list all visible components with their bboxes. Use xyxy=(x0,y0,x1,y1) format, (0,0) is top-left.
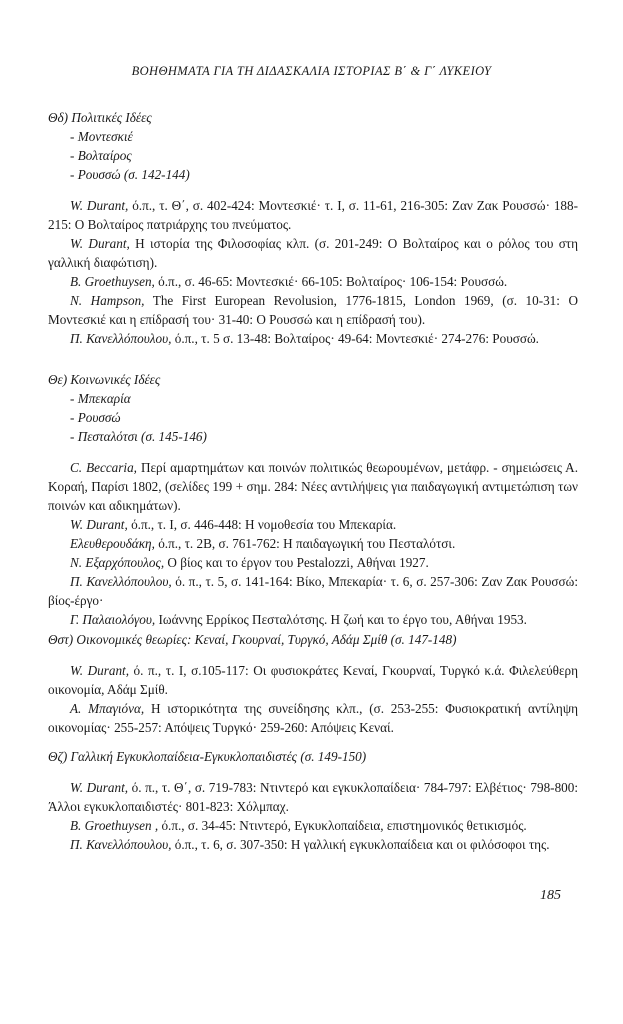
section-title: Θδ) Πολιτικές Ιδέες xyxy=(48,110,152,125)
section-economic-theories xyxy=(48,630,578,737)
reference-author: Π. Κανελλόπουλου, xyxy=(70,331,172,346)
reference-entry xyxy=(48,291,578,329)
reference-author: Ν. Εξαρχόπουλος, xyxy=(70,555,165,570)
reference-text: Περί αμαρτημάτων και ποινών πολιτικώς θεωρουμένων, μετάφρ. - σημειώσεις Α. Κοραή, Παρίσι 1802, (σελίδες 199 + σημ. 284: Νέες αντιλήψεις για παιδαγωγική αντιμετώπιση των ποινών και αδικημάτων). xyxy=(48,460,578,513)
section-title: Θστ) Οικονομικές θεωρίες: Κεναί, Γκουρναί, Τυργκό, Αδάμ Σμίθ (σ. 147-148) xyxy=(48,632,457,647)
reference-author: N. Hampson, xyxy=(70,293,145,308)
reference-entry xyxy=(48,515,578,534)
reference-entry xyxy=(48,234,578,272)
reference-text: Η ιστορία της Φιλοσοφίας κλπ. (σ. 201-249: Ο Βολταίρος και ο ρόλος του στη γαλλική διαφώτιση). xyxy=(48,236,579,270)
reference-entry xyxy=(48,835,578,854)
reference-entry xyxy=(48,458,578,515)
section-political-ideas xyxy=(48,108,578,348)
topic-item: - Ρουσσώ xyxy=(70,408,578,427)
reference-entry xyxy=(48,196,578,234)
reference-author: W. Durant, xyxy=(70,517,128,532)
reference-text: ό.π., σ. 46-65: Μοντεσκιέ· 66-105: Βολταίρος· 106-154: Ρουσσώ. xyxy=(154,274,508,289)
reference-list xyxy=(48,458,578,629)
reference-author: Π. Κανελλόπουλου, xyxy=(70,574,172,589)
reference-author: B. Groethuysen , xyxy=(70,818,159,833)
reference-entry xyxy=(48,778,578,816)
topic-item: - Πεσταλότσι (σ. 145-146) xyxy=(70,427,578,446)
section-title: Θε) Κοινωνικές Ιδέες xyxy=(48,372,161,387)
reference-text: ό.π., τ. Ι, σ. 446-448: Η νομοθεσία του Μπεκαρία. xyxy=(127,517,397,532)
reference-text: Ιωάννης Ερρίκος Πεσταλότσης. Η ζωή και το έργο του, Αθήναι 1953. xyxy=(155,612,527,627)
reference-entry xyxy=(48,699,578,737)
reference-author: W. Durant, xyxy=(70,198,129,213)
reference-entry xyxy=(48,610,578,629)
section-title: Θζ) Γαλλική Εγκυκλοπαίδεια-Εγκυκλοπαιδιστές (σ. 149-150) xyxy=(48,749,367,764)
reference-text: ό. π., τ. 5, σ. 141-164: Βίκο, Μπεκαρία· τ. 6, σ. 257-306: Ζαν Ζακ Ρουσσώ: βίος-έργο· xyxy=(48,574,578,608)
reference-author: Π. Κανελλόπουλου, xyxy=(70,837,172,852)
reference-text: The First European Revolusion, 1776-1815, London 1969, (σ. 10-31: Ο Μοντεσκιέ και η επίδρασή του· 31-40: Ο Ρουσσώ και η επίδρασή του). xyxy=(48,293,578,327)
topic-list xyxy=(48,127,578,184)
section-social-ideas xyxy=(48,370,578,629)
reference-list xyxy=(48,778,578,854)
reference-author: Ελευθερουδάκη, xyxy=(70,536,155,551)
reference-list xyxy=(48,661,578,737)
reference-text: ό.π., τ. Θ΄, σ. 402-424: Μοντεσκιέ· τ. Ι, σ. 11-61, 216-305: Ζαν Ζακ Ρουσσώ· 188-215: Ο Βολταίρος πατριάρχης του πνεύματος. xyxy=(48,198,579,232)
reference-text: ό.π., τ. 6, σ. 307-350: Η γαλλική εγκυκλοπαίδεια και οι φιλόσοφοι της. xyxy=(171,837,550,852)
reference-entry xyxy=(48,329,578,348)
reference-entry xyxy=(48,272,578,291)
topic-item: - Βολταίρος xyxy=(70,146,578,165)
topic-item: - Μοντεσκιέ xyxy=(70,127,578,146)
reference-text: ό.π., τ. 2Β, σ. 761-762: Η παιδαγωγική του Πεσταλότσι. xyxy=(154,536,456,551)
reference-entry xyxy=(48,661,578,699)
reference-entry xyxy=(48,553,578,572)
reference-entry xyxy=(48,816,578,835)
reference-author: Α. Μπαγιόνα, xyxy=(70,701,145,716)
reference-text: ό. π., τ. Θ΄, σ. 719-783: Ντιντερό και εγκυκλοπαίδεια· 784-797: Ελβέτιος· 798-800: Άλλοι εγκυκλοπαιδιστές· 801-823: Χόλμπαχ. xyxy=(48,780,579,814)
reference-entry xyxy=(48,534,578,553)
reference-author: W. Durant, xyxy=(70,780,129,795)
reference-text: ό.π., σ. 34-45: Ντιντερό, Εγκυκλοπαίδεια, επιστημονικός θετικισμός. xyxy=(158,818,527,833)
reference-text: ό. π., τ. Ι, σ.105-117: Οι φυσιοκράτες Κεναί, Γκουρναί, Τυργκό κ.ά. Φιλελεύθερη οικονομία, Αδάμ Σμίθ. xyxy=(48,663,579,697)
reference-author: W. Durant, xyxy=(70,236,130,251)
topic-item: - Μπεκαρία xyxy=(70,389,578,408)
reference-author: C. Beccaria, xyxy=(70,460,137,475)
topic-list xyxy=(48,389,578,446)
reference-text: ό.π., τ. 5 σ. 13-48: Βολταίρος· 49-64: Μοντεσκιέ· 274-276: Ρουσσώ. xyxy=(171,331,539,346)
reference-text: Ο βίος και το έργον του Pestalozzi, Αθήναι 1927. xyxy=(164,555,429,570)
page-number: 185 xyxy=(540,888,561,903)
reference-author: W. Durant, xyxy=(70,663,130,678)
reference-text: Η ιστορικότητα της συνείδησης κλπ., (σ. 253-255: Φυσιοκρατική αντίληψη οικονομίας· 255-257: Απόψεις Τυργκό· 259-260: Απόψεις Κεναί. xyxy=(48,701,578,735)
reference-author: Γ. Παλαιολόγου, xyxy=(70,612,156,627)
running-head: ΒΟΗΘΗΜΑΤΑ ΓΙΑ ΤΗ ΔΙΔΑΣΚΑΛΙΑ ΙΣΤΟΡΙΑΣ Β΄ & Γ΄ ΛΥΚΕΙΟΥ xyxy=(131,64,492,78)
reference-entry xyxy=(48,572,578,610)
reference-author: B. Groethuysen, xyxy=(70,274,155,289)
reference-list xyxy=(48,196,578,348)
topic-item: - Ρουσσώ (σ. 142-144) xyxy=(70,165,578,184)
section-encyclopedia xyxy=(48,747,578,854)
